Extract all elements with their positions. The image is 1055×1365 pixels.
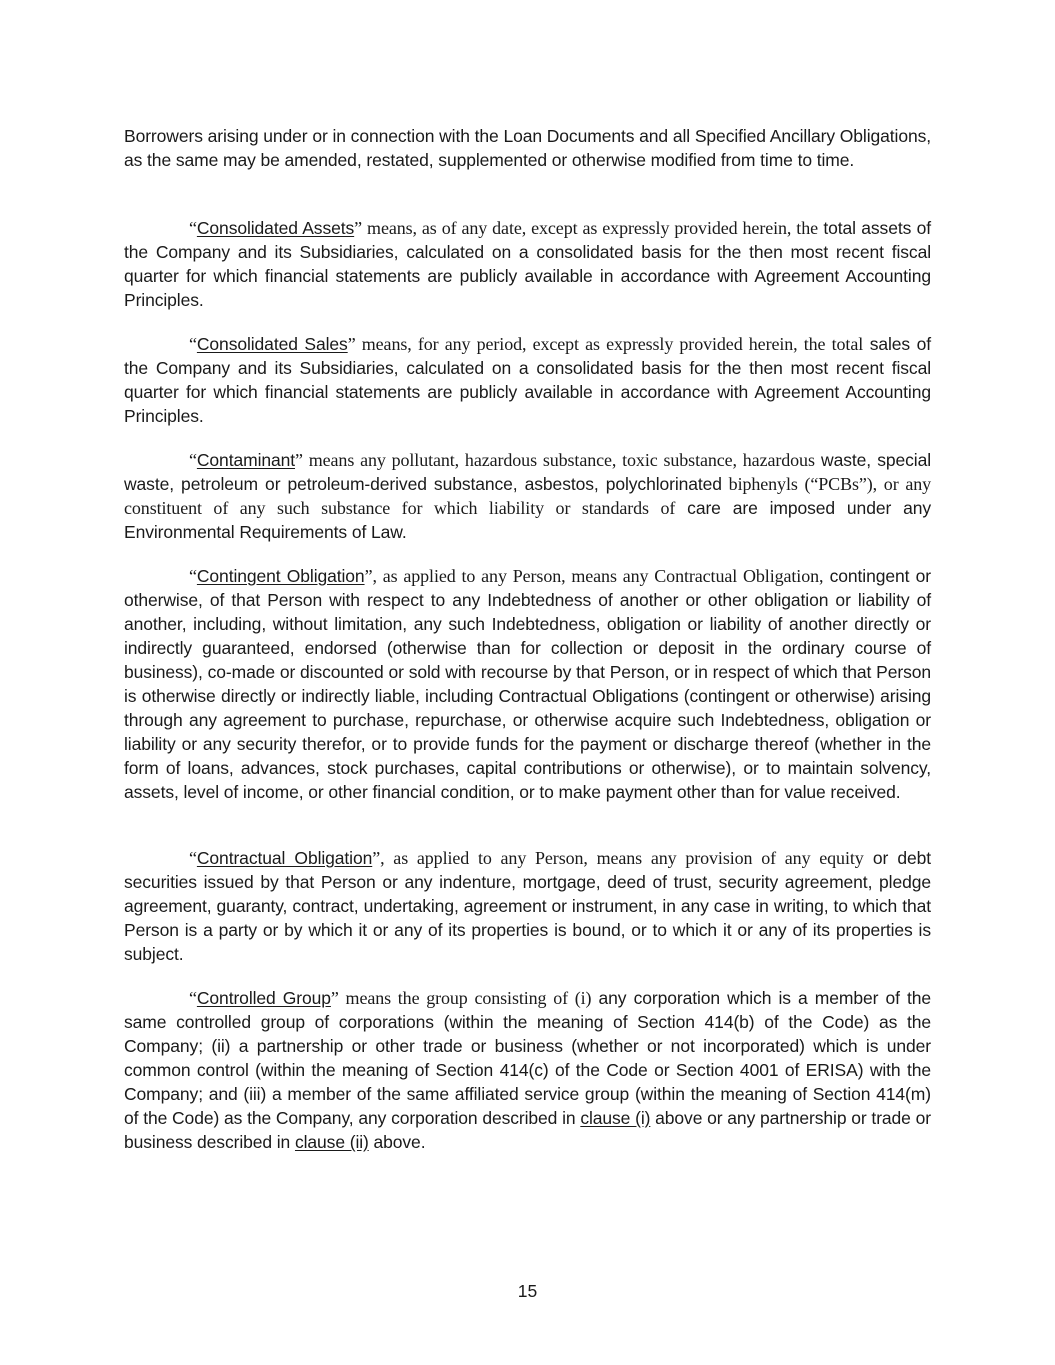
definition-contingent-obligation xyxy=(124,564,931,804)
close-quote: ” xyxy=(295,450,303,470)
defined-term: Controlled Group xyxy=(196,988,331,1008)
close-quote: ” xyxy=(364,566,373,586)
definition-controlled-group xyxy=(124,986,931,1154)
definition-body-end: above. xyxy=(368,1132,426,1152)
continuation-paragraph: Borrowers arising under or in connection with the Loan Documents and all Specified Ancillary Obligations, as the same may be amended, restated, supplemented or otherwise modified from time to time. xyxy=(124,126,931,170)
defined-term: Consolidated Assets xyxy=(196,218,355,238)
definition-body: contingent or otherwise, of that Person with respect to any Indebtedness of another or other obligation or liability of another, including, without limitation, any such Indebtedness, obligation or liability of another directly or indirectly guaranteed, endorsed (otherwise than for collection or deposit in the ordinary course of business), co-made or discounted or sold with recourse by that Person, or in respect of which that Person is otherwise directly or indirectly liable, including Contractual Obligations (contingent or otherwise) arising through any agreement to purchase, repurchase, or otherwise acquire such Indebtedness, obligation or liability or any security therefor, or to provide funds for the payment or discharge thereof (whether in the form of loans, advances, stock purchases, capital contributions or otherwise), or to maintain solvency, assets, level of income, or other financial condition, or to make payment other than for value received. xyxy=(124,566,931,802)
definition-intro: means, as of any date, except as expressly provided herein, the xyxy=(362,218,818,238)
definition-intro: means, for any period, except as expressly provided herein, the total xyxy=(355,334,864,354)
open-quote: “ xyxy=(189,450,197,470)
close-quote: ” xyxy=(330,988,339,1008)
clause-ii-reference: clause (ii) xyxy=(294,1132,369,1152)
open-quote: “ xyxy=(189,566,197,586)
definition-body: total assets of the Company and its Subsidiaries, calculated on a consolidated basis for the then most recent fiscal quarter for which financial statements are publicly available in accordance with Agreement Accounting Principles. xyxy=(124,218,931,310)
defined-term: Contractual Obligation xyxy=(196,848,373,868)
definition-intro: means the group consisting of (i) xyxy=(338,988,592,1008)
definition-intro: means any pollutant, hazardous substance, toxic substance, hazardous xyxy=(302,450,815,470)
definition-serif-tail: biphenyls (“PCBs”), or any constituent of any such substance for which liability or standards of xyxy=(124,474,932,518)
definition-body-end: care are imposed under any Environmental Requirements of Law. xyxy=(124,498,931,542)
close-quote: ” xyxy=(372,848,381,868)
defined-term: Consolidated Sales xyxy=(196,334,348,354)
open-quote: “ xyxy=(189,218,197,238)
page-number: 15 xyxy=(517,1281,538,1301)
definition-body: waste, special waste, petroleum or petroleum-derived substance, asbestos, polychlorinated xyxy=(124,450,931,494)
definition-body: or debt securities issued by that Person or any indenture, mortgage, deed of trust, security agreement, pledge agreement, guaranty, contract, undertaking, agreement or instrument, in any case in writing, to which that Person is a party or by which it or any of its properties is bound, or to which it or any of its properties is subject. xyxy=(124,848,931,964)
defined-term: Contingent Obligation xyxy=(196,566,365,586)
open-quote: “ xyxy=(189,334,197,354)
definition-contaminant xyxy=(124,448,931,544)
definition-body: any corporation which is a member of the same controlled group of corporations (within the meaning of Section 414(b) of the Code) as the Company; (ii) a partnership or other trade or business (whether or not incorporated) which is under common control (within the meaning of Section 414(c) of the Code or Section 4001 of ERISA) with the Company; and (iii) a member of the same affiliated service group (within the meaning of Section 414(m) of the Code) as the Company, any corporation described in xyxy=(124,988,931,1128)
definition-body-middle: above or any partnership or trade or business described in xyxy=(124,1108,931,1152)
definition-intro: , as applied to any Person, means any Contractual Obligation, xyxy=(372,566,824,586)
clause-i-reference: clause (i) xyxy=(580,1108,651,1128)
close-quote: ” xyxy=(354,218,363,238)
definition-contractual-obligation xyxy=(124,846,931,966)
definition-consolidated-assets xyxy=(124,216,931,312)
open-quote: “ xyxy=(189,988,197,1008)
open-quote: “ xyxy=(189,848,197,868)
close-quote: ” xyxy=(347,334,356,354)
definition-intro: , as applied to any Person, means any provision of any equity xyxy=(380,848,864,868)
defined-term: Contaminant xyxy=(196,450,296,470)
definition-consolidated-sales xyxy=(124,332,931,428)
definition-body: sales of the Company and its Subsidiaries, calculated on a consolidated basis for the then most recent fiscal quarter for which financial statements are publicly available in accordance with Agreement Accounting Principles. xyxy=(124,334,931,426)
